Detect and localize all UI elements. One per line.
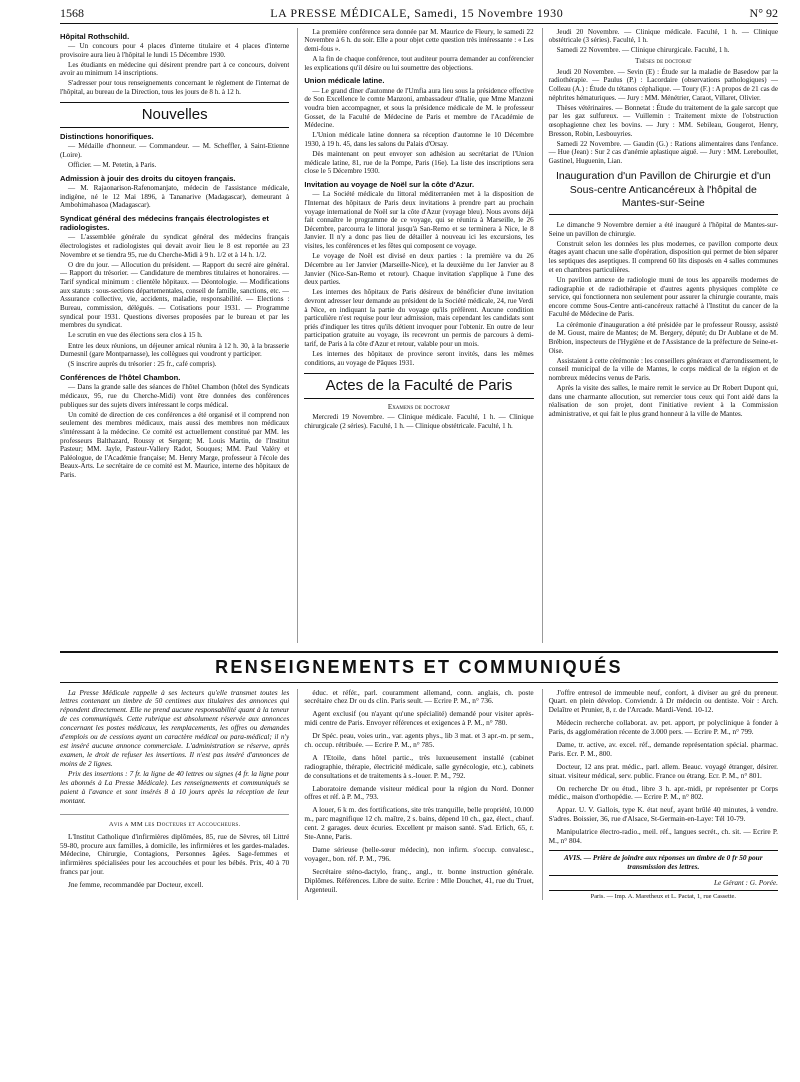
- distinctions-title: Distinctions honorifiques.: [60, 132, 154, 142]
- publication-title: LA PRESSE MÉDICALE, Samedi, 15 Novembre 1930: [270, 6, 564, 20]
- column-2: [297, 28, 533, 643]
- classified-ad: Appar. U. V. Gallois, type K. état neuf, ayant brûlé 40 minutes, à vendre. S'adres. Boissier, 36, rue d'Alsace, St-Germain-en-Laye: Tél 10-79.: [548, 805, 778, 824]
- classified-ad: Dame, tr. active, av. excel. réf., demande représentation spécial. pharmac. Paris. Ecr. P. M., 800.: [548, 740, 778, 758]
- rothschild-title: Hôpital Rothschild.: [60, 31, 130, 41]
- conference-paragraph: A la fin de chaque conférence, tout auditeur pourra demander au conférencier les explications qu'il désire ou lui soumettre des objections.: [304, 55, 534, 72]
- union-paragraph: Dès maintenant on peut envoyer son adhésion au secrétariat de l'Union médicale latine, 81, rue de la Pompe, Paris (16e). La liste des inscriptions sera close le 5 Décembre 1930.: [304, 150, 534, 176]
- theses-paragraph: Jeudi 20 Novembre. — Sevin (E) : Étude sur la maladie de Basedow par la radiothérapie. — Paulus (P.) : Lacordaire (observations pathologiques) — Colleau (A.) : Étude du tétanos céphalique. — Toury (F.) : A propos de 21 cas de néphrites hématuriques. — Jury : MM. Ménétrier, Caraot, Villaret, Olivier.: [548, 67, 778, 102]
- chambon-title: Conférences de l'hôtel Chambon.: [60, 372, 181, 382]
- classified-ad: On recherche Dr ou étud., libre 3 h. apr.-midi, pr représenter pr Corps médic., maison d'orthopédie. — Ecrire P. M., n° 802.: [548, 783, 778, 802]
- gerant-signature: Le Gérant : G. Porée.: [549, 879, 778, 891]
- theses-paragraph: Samedi 22 Novembre. — Gaudin (G.) : Rations alimentaires dans l'enfance. — Hue (Jean) : Sur 2 cas d'anémie aplastique aiguë. — Jury : MM. Lereboullet, Gastinel, Huguenin, Lian.: [548, 139, 778, 165]
- classified-ad: Docteur, 12 ans prat. médic., parl. allem. Beauc. voyagé étranger, désirer. situat. visiteur médical, serv. public. France ou étrang. Ecr. P. M., n° 801.: [548, 761, 778, 780]
- avis-heading: Avis a MM les Docteurs et Accoucheurs.: [60, 814, 289, 829]
- noel-paragraph: Les internes des hôpitaux de Paris désireux de bénéficier d'une invitation devront adresser leur demande au président de la Société médicale, 24, rue Verdi à Nice, en indiquant la partie du voyage qu'ils préfèrent. Aucune condition particulière n'est requise pour leur admission, mais cependant les candidats sont priés d'indiquer les titres qu'ils détient invoquer pour l'obtenir. En outre de leur participation gratuite au voyage, ils recevront un permis de parcours à demi-tarif, de Paris à la côte d'Azur et retour, valable pour un mois.: [304, 288, 534, 349]
- classifieds-pricing: Prix des insertions : 7 fr. la ligne de 40 lettres ou signes (4 fr. la ligne pour les abonnés à La Presse Médicale). Les renseignements et communiqués se paient à l'avance et sont insérés 8 à 10 jours après la réception de leur montant.: [60, 769, 290, 805]
- union-title: Union médicale latine.: [304, 76, 385, 86]
- distinctions-paragraph: — Médaille d'honneur. — Commandeur. — M. Scheffler, à Saint-Etienne (Loire).: [60, 142, 290, 159]
- syndicat-paragraph: — L'assemblée générale du syndicat général des médecins français électrologistes et radiologistes qui devait avoir lieu le 8 est reportée au 23 Novembre et se tiendra 95, rue du Cherche-Midi à 9 h. 1/2 et à 14 h. 1/2.: [60, 233, 290, 259]
- rothschild-paragraph: Les étudiants en médecine qui désirent prendre part à ce concours, doivent avoir au minimum 14 inscriptions.: [60, 60, 290, 78]
- noel-paragraph: Le voyage de Noël est divisé en deux parties : la première va du 26 Décembre au 1er Janvier (Marseille-Nice), et la deuxième du 1er Janvier au 8 Janvier (Nice-San-Remo et retour). Chaque invitation s'applique à l'une des deux parties.: [304, 252, 534, 287]
- mantes-paragraph: Après la visite des salles, le maire remit le service au Dr Robert Dupont qui, dans une charmante allocution, sut remercier tous ceux qui l'ont aidé dans la réalisation de son projet, dont l'initiative revient à la Commission administrative, et qui fait le plus grand honneur à la ville de Mantes.: [548, 384, 778, 418]
- syndicat-paragraph: Le scrutin en vue des élections sera clos à 15 h.: [68, 331, 203, 340]
- actes-paragraph: Mercredi 19 Novembre. — Clinique médicale. Faculté, 1 h. — Clinique chirurgicale (2 séries). Faculté, 1 h. — Clinique obstétricale. Faculté, 1 h.: [304, 413, 534, 431]
- actes-heading: Actes de la Faculté de Paris: [304, 373, 533, 399]
- mantes-heading: Inauguration d'un Pavillon de Chirurgie et d'un Sous-centre Anticancéreux à l'hôpital de Mantes-sur-Seine: [549, 167, 778, 215]
- classified-ad: L'Institut Catholique d'infirmières diplômées, 85, rue de Sèvres, tél Littré 59-80, procure aux familles, à domicile, les infirmières et les gardes-malades. Médecine, Chirurgie, Contagions, Personnes âgées. Sage-femmes et infirmières spécialisées pour les accouchées et pour les bébés. Prix, 40 à 70 francs par jour.: [60, 831, 290, 877]
- noel-paragraph: — La Société médicale du littoral méditerranéen met à la disposition de l'Internat des hôpitaux de Paris deux invitations à prendre part au prochain voyage international de Noël sur la côte d'Azur (voyage bleu). Nous avons déjà fait connaître le programme de ce voyage, qui se réunira à Marseille, le 26 Décembre, parcourra le littoral jusqu'à San-Remo et se terminera à Nice, le 8 Janvier. Il n'y a donc pas lieu de détailler à nouveau ici les excursions, les visites, les conférences et les fêtes qui composent ce voyage.: [304, 190, 534, 251]
- mantes-paragraph: Un pavillon annexe de radiologie muni de tous les appareils modernes de radiographie et de radiothérapie et d'autres agents physiques complète ce service, qui fonctionnera non seulement pour assurer la chirurgie courante, mais encore comme Sous-Centre anti-cancéreux rattaché à l'Institut du cancer de la Faculté de Médecine de Paris.: [548, 275, 778, 319]
- classified-ad: Manipulatrice électro-radio., meil. réf., langues secrét., ch. sit. — Ecrire P. M., n° 804.: [548, 827, 778, 846]
- mantes-paragraph: Assistaient à cette cérémonie : les conseillers généraux et d'arrondissement, le conseil municipal de la ville de Mantes, le corps médical de la région et de nombreux médecins venus de Paris.: [548, 356, 778, 382]
- classified-ad: Dr Spéc. peau, voies urin., var. agents phys., lib 3 mat. et 3 apr.-m. pr sem., ch. occup. rétribuée. — Ecrire P. M., n° 785.: [304, 731, 534, 750]
- classified-ad: Jne femme, recommandée par Docteur, excell.: [68, 880, 204, 890]
- rothschild-paragraph: — Un concours pour 4 places d'interne titulaire et 4 places d'interne provisoire aura lieu à l'hôpital le lundi 15 Décembre 1930.: [60, 41, 290, 59]
- printer-imprint: Paris. — Imp. A. Maretheux et L. Pactat, 1, rue Cassette.: [590, 892, 736, 900]
- mantes-paragraph: Construit selon les données les plus modernes, ce pavillon comporte deux étages ayant chacun une salle d'opération, disposition qui permet de bien séparer les septiques des aseptiques. Il comprend 60 lits disposés en 4 salles communes et en chambres particulières.: [548, 239, 778, 274]
- mantes-paragraph: La cérémonie d'inauguration a été présidée par le professeur Roussy, assisté de M. Goust, maire de Mantes; de M. Bergery, député; du Dr Aublane et de M. Brébion, inspecteurs de l'Hygiène et de l'Assistance de la préfecture de Seine-et-Oise.: [548, 320, 778, 355]
- avis-notice: AVIS. — Prière de joindre aux réponses un timbre de 0 fr 50 pour transmission des lettres.: [549, 850, 778, 876]
- classifieds-column-3: [542, 689, 778, 901]
- actes-paragraph: Jeudi 20 Novembre. — Clinique médicale. Faculté, 1 h. — Clinique obstétricale (3 séries). Faculté, 1 h.: [548, 27, 778, 45]
- examens-subheading: Examens de doctorat: [387, 402, 451, 411]
- noel-title: Invitation au voyage de Noël sur la côte d'Azur.: [304, 179, 475, 189]
- classified-ad: Dame sérieuse (belle-sœur médecin), non infirm. s'occup. convalesc., voyager., bon. réf. P. M., 796.: [304, 844, 534, 863]
- classified-ad: éduc. et référ., parl. couramment allemand, conn. anglais, ch. poste secrétaire chez Dr ou ds clin. Paris seult. — Ecrire P. M., n° 736.: [304, 688, 534, 706]
- classified-ad: A l'Etoile, dans hôtel partic., très luxueusement installé (cabinet radiographie, thérapie, électricité médicale, salle gynécologie, etc.), cabinets de consultations et de traitements à s.-louer. P. M., 792.: [304, 752, 534, 780]
- classified-ad: J'offre entresol de immeuble neuf, confort, à diviser au gré du preneur. Quart. en plein dévelop. Conviendr. à Dr médecin ou dentiste. Voir : Arch. Delaître et Prunier, 8, r. de l'Arcade. Mardi-Vend. 10-12.: [548, 688, 778, 715]
- syndicat-title: Syndicat général des médecins français électrologistes et radiologistes.: [60, 213, 269, 233]
- actes-paragraph: Samedi 22 Novembre. — Clinique chirurgicale. Faculté, 1 h.: [556, 46, 730, 55]
- top-section: [60, 28, 778, 643]
- classified-ad: A louer, 6 k m. des fortifications, site très tranquille, belle propriété, 10.000 m., parc magnifique 12 ch. maître, 2 s. bains, dépend 10 ch., gaz, élect., chauf. cent. 2 garages. deux écuries. Excellent pr maison santé. S'ad. Erlich, 65, r. Ste-Anne, Paris.: [304, 805, 534, 842]
- syndicat-paragraph: Entre les deux réunions, un déjeuner amical réunira à 12 h. 30, à la brasserie Dumesnil (gare Montparnasse), les collègues qui voudront y participer.: [60, 341, 290, 359]
- admission-title: Admission à jouir des droits du citoyen français.: [60, 173, 236, 183]
- page-header: [60, 6, 778, 24]
- page-number: 1568: [60, 6, 84, 20]
- classified-ad: Agent exclusif (ou n'ayant qu'une spécialité) demandé pour visiter après-midi centre de Paris. Envoyer références et exigences à P. M., n° 780.: [304, 709, 534, 728]
- nouvelles-heading: Nouvelles: [60, 102, 289, 128]
- classifieds-intro: La Presse Médicale rappelle à ses lecteurs qu'elle transmet toutes les lettres contenant un timbre de 50 centimes aux titulaires des annonces qui répondent directement. Elle ne prend aucune responsabilité quant à la teneur de ces communiqués. Cette rubrique est absolument réservée aux annonces concernant les postes médicaux, les remplacements, les offres ou demandes d'emplois ou de cessions ayant un caractère médical ou para-médical; il n'y est inséré aucune annonce commerciale. L'administration se réserve, après examen, le droit de refuser les insertions. Il n'est pas inséré d'annonces de moins de 2 lignes.: [60, 688, 290, 768]
- syndicat-paragraph: O dre du jour. — Allocution du président. — Rapport du secré aire général. — Rapport du trésorier. — Candidature de membres titulaires et honoraires. — Tarif syndical minimum : clientèle hôpitaux. — Déontologie. — Modifications aux statuts : sous-sections départementales, conseil de famille, sanctions, etc. — Assurance collective, vie, accidents, maladie, responsabilité. — Elections : Bureau, commission, délégués. — Cotisations pour 1931. — Programme syndical pour 1931. Questions diverses proposées par le bureau et par les membres du syndicat.: [60, 260, 290, 330]
- classified-ad: Secrétaire sténo-dactylo, franç., angl., tr. bonne instruction générale. Diplômes. Références. Libre de suite. Ecrire : Mlle Douchet, 41, rue du Truet, Argenteuil.: [304, 866, 534, 894]
- theses-subheading: Thèses de doctorat: [635, 57, 692, 66]
- conference-paragraph: La première conférence sera donnée par M. Maurice de Fleury, le samedi 22 Novembre à 6 h. du soir. Elle a pour objet cette question très intéressante : « Les demi-fous ».: [304, 27, 534, 53]
- union-paragraph: — Le grand dîner d'automne de l'Umfia aura lieu sous la présidence effective de Son Excellence le comte Manzoni, ambassadeur d'Italie, que Mme Manzoni voudra bien accompagner, et sous la présidence médicale de M. le professeur Gosset, de la Faculté de Médecine de Paris et membre de l'Académie de Médecine.: [304, 86, 534, 130]
- admission-paragraph: — M. Rajaonarison-Rafenomanjato, médecin de l'assistance médicale, indigène, né le 12 Mai 1896, à Tananarive (Madagascar), demeurant à Ambohimahasoa (Madagascar).: [60, 183, 290, 210]
- classifieds-column-1: [60, 689, 289, 901]
- classifieds-section: [60, 689, 778, 901]
- renseignements-heading: RENSEIGNEMENTS ET COMMUNIQUÉS: [60, 651, 778, 683]
- classifieds-column-2: [297, 689, 533, 901]
- noel-paragraph: Les internes des hôpitaux de province seront invités, dans les mêmes conditions, au voyage de Pâques 1931.: [304, 350, 534, 367]
- syndicat-paragraph: (S inscrire auprès du trésorier : 25 fr., café compris).: [68, 360, 217, 369]
- chambon-paragraph: Un comité de direction de ces conférences a été organisé et il comprend non seulement des membres médicaux, mais aussi des membres non médicaux s'intéressant à la médecine. Ce comité est actuellement constitué par MM. les professeurs Balthazard, Roussy et Sergent; M. Louis Martin, de l'Institut Pasteur; MM. Jayle, Pasteur-Vallery Radot, Souques; MM. Paul Valéry et Paléologue, de l'Académie française; M. Henry Marge, professeur à l'école des Beaux-Arts. Le secrétaire de ce comité est M. Maurice, interne des hôpitaux de Paris.: [60, 410, 290, 480]
- theses-paragraph: Thèses vétérinaires. — Bonnetat : Étude du traitement de la gale sarcopt que par les gaz sulfureux. — Vuillemin : Traitement mixte de l'obstruction œsophagienne chez les bovins. — Jury : MM. Sebileau, Gougerot, Henry, Bresson, Robin, Lesbouyries.: [548, 103, 778, 138]
- chambon-paragraph: — Dans la grande salle des séances de l'hôtel Chambon (hôtel des Syndicats médicaux, 95, rue du Cherche-Midi) vont être données des conférences publiques sur des sujets divers intéressant le corps médical.: [60, 383, 290, 409]
- classified-ad: Médecin recherche collaborat. av. pet. apport, pr polyclinique à fonder à Paris, ds agglomération récente de 3.000 pers. — Ecrire P. M., n° 799.: [548, 718, 778, 737]
- distinctions-paragraph: Officier. — M. Petetin, à Paris.: [68, 161, 157, 170]
- column-3: [542, 28, 778, 643]
- classified-ad: Laboratoire demande visiteur médical pour la région du Nord. Donner offres et réf. à P. M., 793.: [304, 783, 534, 802]
- union-paragraph: L'Union médicale latine donnera sa réception d'automne le 10 Décembre 1930, à 19 h. 45, dans les salons du Palais d'Orsay.: [304, 131, 534, 148]
- mantes-paragraph: Le dimanche 9 Novembre dernier a été inauguré à l'hôpital de Mantes-sur-Seine un pavillon de chirurgie.: [548, 221, 778, 238]
- rothschild-paragraph: S'adresser pour tous renseignements concernant le règlement de l'internat de l'hôpital, au bureau de la Direction, tous les jours de 8 h. à 12 h.: [60, 79, 290, 97]
- column-1: [60, 28, 289, 643]
- issue-number: N° 92: [749, 6, 778, 20]
